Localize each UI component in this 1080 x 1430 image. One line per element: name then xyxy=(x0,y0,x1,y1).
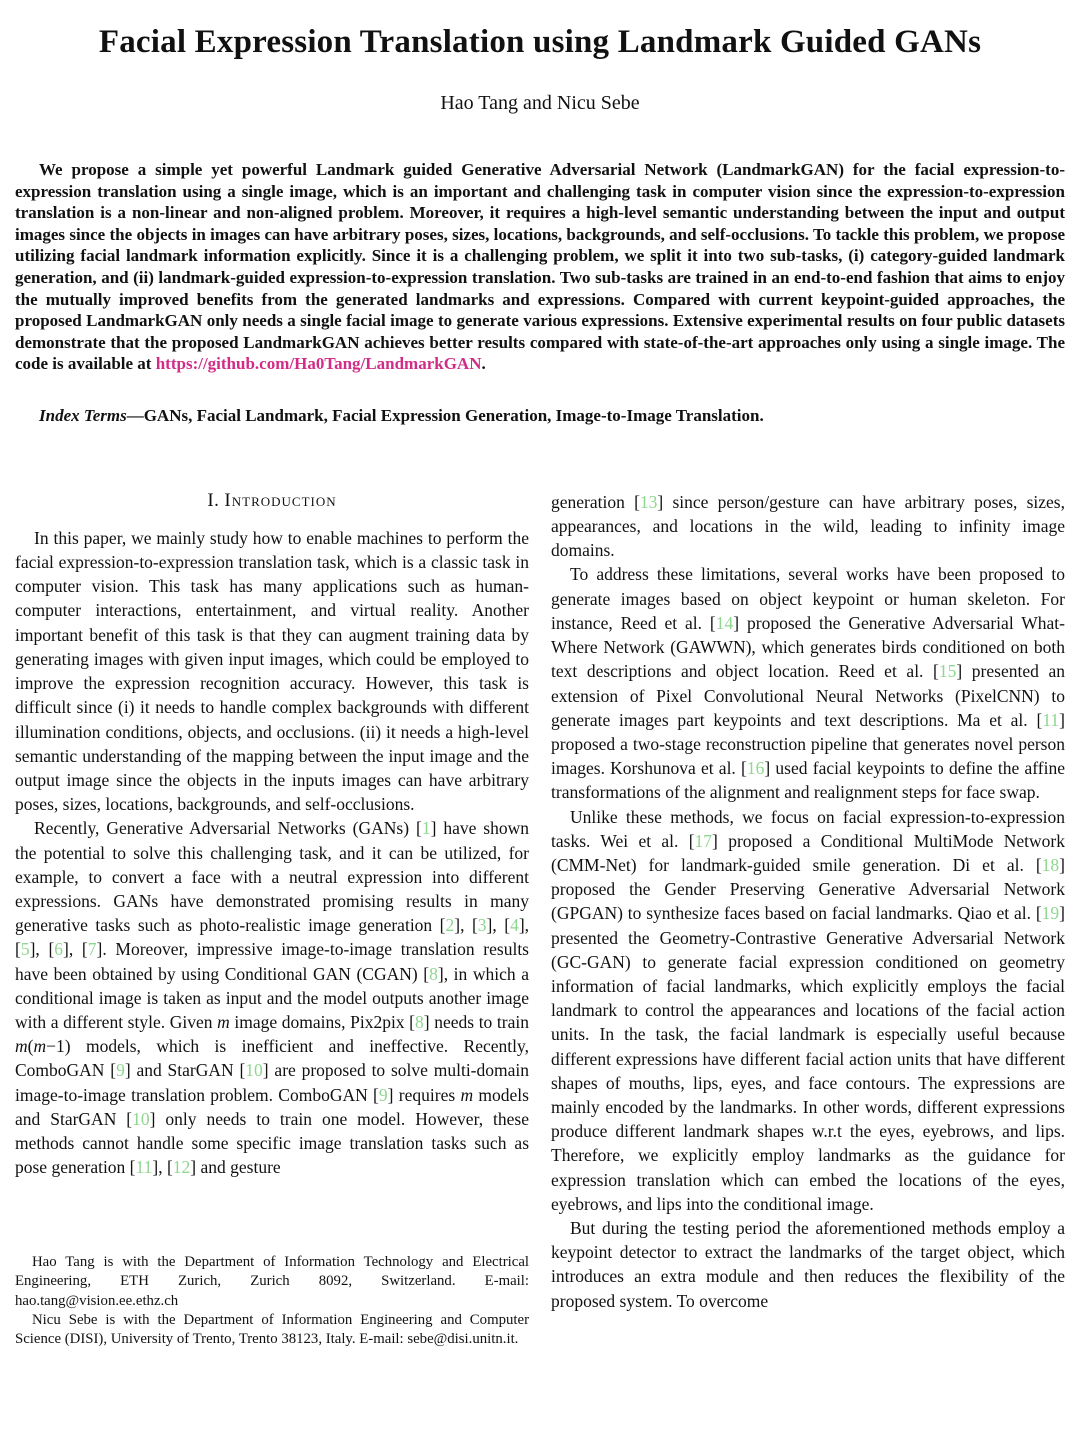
citation-ref[interactable]: 10 xyxy=(132,1108,150,1129)
section-heading-introduction xyxy=(15,490,529,512)
citation-ref[interactable]: 15 xyxy=(938,661,957,682)
intro-paragraph-1: In this paper, we mainly study how to enable machines to perform the facial expression-to-expression translation task, which is a classic task in computer vision. This task has many applications such as human-computer interactions, entertainment, and virtual reality. Another important benefit of this task is that they can augment training data by generating images with given input images, which could be employed to improve the expression recognition accuracy. However, this task is difficult since (i) it needs to handle complex backgrounds with different illumination conditions, objects, and occlusions. (ii) it needs a high-level semantic understanding of the mapping between the input image and the output image since the objects in the inputs images can have arbitrary poses, sizes, locations, backgrounds, and self-occlusions. xyxy=(15,527,529,815)
citation-ref[interactable]: 9 xyxy=(116,1060,125,1081)
intro-paragraph-2: Recently, Generative Adversarial Networks (GANs) [1] have shown the potential to solve this challenging task, and it can be utilized, for example, to convert a face with a neutral expression into different expressions. GANs have demonstrated promising results in many generative tasks such as photo-realistic image generation [2], [3], [4], [5], [6], [7]. Moreover, impressive image-to-image translation results have been obtained by using Conditional GAN (CGAN) [8], in which a conditional image is taken as input and the model outputs another image with a different style. Given m image domains, Pix2pix [8] needs to train m(m−1) models, which is inefficient and ineffective. Recently, ComboGAN [9] and StarGAN [10] are proposed to solve multi-domain image-to-image translation problem. ComboGAN [9] requires m models and StarGAN [10] only needs to train one model. However, these methods cannot handle some specific image translation tasks such as pose generation [11], [12] and gesture xyxy=(15,818,529,1178)
citation-ref[interactable]: 8 xyxy=(429,963,438,984)
intro-paragraph-4: To address these limitations, several works have been proposed to generate images based on object keypoint or human skeleton. For instance, Reed et al. [14] proposed the Generative Adversarial What-Where Network (GAWWN), which generates birds conditioned on both text descriptions and object location. Reed et al. [15] presented an extension of Pixel Convolutional Neural Networks (PixelCNN) to generate images part keypoints and text descriptions. Ma et al. [11] proposed a two-stage reconstruction pipeline that generates novel person images. Korshunova et al. [16] used facial keypoints to define the affine transformations of the alignment and realignment steps for face swap. xyxy=(551,564,1065,803)
math-variable: m xyxy=(460,1084,474,1105)
intro-paragraph-5: Unlike these methods, we focus on facial expression-to-expression tasks. Wei et al. [17] proposed a Conditional MultiMode Network (CMM-Net) for landmark-guided smile generation. Di et al. [18] proposed the Gender Preserving Generative Adversarial Network (GPGAN) to synthesize faces based on facial landmarks. Qiao et al. [19] presented the Geometry-Contrastive Generative Adversarial Network (GC-GAN) to generate facial expression conditioned on geometry information of facial landmarks, which explicitly employs the facial landmark to control the appearances and locations of the facial action units. In the task, the facial landmark is especially useful because different expressions have different facial action units that have different shapes of mouths, lips, eyes, and face contours. The expressions are mainly encoded by the landmarks. In other words, different expressions produce different landmark shapes w.r.t the eyes, eyebrows, and lips. Therefore, we explicitly employ landmarks as the guidance for expression translation which can embed the locations of the eyes, eyebrows, and lips into the conditional image. xyxy=(551,806,1065,1214)
paper-title: Facial Expression Translation using Landmark Guided GANs xyxy=(98,24,982,60)
citation-ref[interactable]: 11 xyxy=(1042,709,1060,730)
footnote-hao-tang: Hao Tang is with the Department of Information Technology and Electrical Engineering, ETH Zurich, Zurich 8092, Switzerland. E-mail: hao.tang@vision.ee.ethz.ch xyxy=(15,1253,529,1309)
paper-authors: Hao Tang and Nicu Sebe xyxy=(440,91,640,114)
citation-ref[interactable]: 17 xyxy=(694,830,713,851)
citation-ref[interactable]: 18 xyxy=(1041,854,1060,875)
right-column xyxy=(551,490,1065,1358)
citation-ref[interactable]: 9 xyxy=(378,1084,388,1105)
intro-paragraph-3: generation [13] since person/gesture can have arbitrary poses, sizes, appearances, and locations in the wild, leading to infinity image domains. xyxy=(551,491,1065,561)
citation-ref[interactable]: 2 xyxy=(445,915,455,936)
author-footnotes xyxy=(15,1253,529,1358)
citation-ref[interactable]: 6 xyxy=(54,939,64,960)
citation-ref[interactable]: 14 xyxy=(715,612,734,633)
index-terms-list: —GANs, Facial Landmark, Facial Expression Generation, Image-to-Image Translation. xyxy=(126,405,764,425)
citation-ref[interactable]: 8 xyxy=(415,1011,424,1032)
citation-ref[interactable]: 5 xyxy=(20,939,30,960)
code-repo-link[interactable]: https://github.com/Ha0Tang/LandmarkGAN xyxy=(155,354,482,374)
citation-ref[interactable]: 10 xyxy=(245,1060,263,1081)
abstract-after-link: . xyxy=(481,354,486,374)
abstract-section xyxy=(15,159,1065,375)
citation-ref[interactable]: 11 xyxy=(135,1157,153,1178)
abstract-paragraph xyxy=(15,159,1065,375)
abstract-text: We propose a simple yet powerful Landmark guided Generative Adversarial Network (LandmarkGAN) for the facial expression-to-expression translation using a single image, which is an important and challenging task in computer vision since the expression-to-expression translation is a non-linear and non-aligned problem. Moreover, it requires a high-level semantic understanding between the input and output images since the objects in images can have arbitrary poses, sizes, locations, backgrounds, and self-occlusions. To tackle this problem, we propose utilizing facial landmark information explicitly. Since it is a challenging problem, we split it into two sub-tasks, (i) category-guided landmark generation, and (ii) landmark-guided expression-to-expression translation. Two sub-tasks are trained in an end-to-end fashion that aims to enjoy the mutually improved benefits from the generated landmarks and expressions. Compared with current keypoint-guided approaches, the proposed LandmarkGAN only needs a single facial image to generate various expressions. Extensive experimental results on four public datasets demonstrate that the proposed LandmarkGAN achieves better results compared with state-of-the-art approaches only using a single image. The code is available at xyxy=(15,159,1065,374)
index-terms xyxy=(15,406,1065,426)
math-variable: m xyxy=(217,1011,230,1032)
two-column-body xyxy=(0,490,1080,1358)
section-title: Introduction xyxy=(224,489,337,511)
citation-ref[interactable]: 7 xyxy=(87,939,97,960)
citation-ref[interactable]: 1 xyxy=(421,818,431,839)
paper-header xyxy=(0,24,1080,115)
citation-ref[interactable]: 16 xyxy=(746,758,765,779)
intro-paragraph-6: But during the testing period the aforementioned methods employ a keypoint detector to extract the landmarks of the target object, which introduces an extra module and then reduces the flexibility of the proposed system. To overcome xyxy=(551,1217,1065,1311)
index-terms-label: Index Terms xyxy=(39,405,127,425)
citation-ref[interactable]: 19 xyxy=(1041,903,1060,924)
citation-ref[interactable]: 13 xyxy=(639,491,658,512)
math-variable: m xyxy=(33,1036,47,1057)
footnote-nicu-sebe: Nicu Sebe is with the Department of Information Engineering and Computer Science (DISI), University of Trento, Trento 38123, Italy. E-mail: sebe@disi.unitn.it. xyxy=(15,1312,529,1348)
citation-ref[interactable]: 3 xyxy=(477,915,487,936)
citation-ref[interactable]: 12 xyxy=(172,1157,191,1178)
section-number: I. xyxy=(207,489,220,511)
left-column xyxy=(15,490,529,1358)
math-variable: m xyxy=(15,1036,28,1057)
citation-ref[interactable]: 4 xyxy=(510,915,519,936)
